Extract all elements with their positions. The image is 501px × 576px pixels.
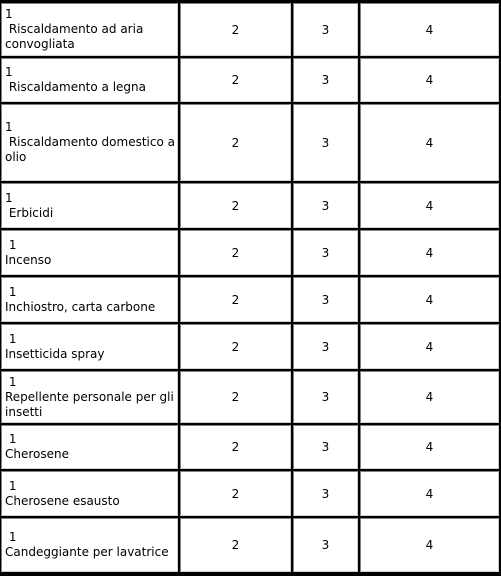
row-prefix: 1 xyxy=(5,190,13,205)
table-cell-col4: 4 xyxy=(360,277,499,322)
row-prefix: 1 xyxy=(5,237,17,252)
row-prefix: 1 xyxy=(5,432,17,446)
table-cell-col2: 2 xyxy=(180,425,291,469)
row-prefix: 1 xyxy=(5,7,13,21)
table-cell-col3: 3 xyxy=(293,3,358,56)
table-cell-col3: 3 xyxy=(293,104,358,181)
table-cell-col4: 4 xyxy=(360,104,499,181)
row-prefix: 1 xyxy=(5,374,17,389)
table-row-label-cell xyxy=(1,3,178,56)
row-name: Cherosene esausto xyxy=(5,493,120,508)
row-prefix: 1 xyxy=(5,284,17,299)
table-cell-col2: 2 xyxy=(180,371,291,423)
table-cell-col4: 4 xyxy=(360,324,499,369)
row-name: Repellente personale per gli insetti xyxy=(5,389,178,419)
table-cell-col4: 4 xyxy=(360,518,499,572)
table-cell-col3: 3 xyxy=(293,183,358,228)
table-cell-col2: 2 xyxy=(180,104,291,181)
row-name: Incenso xyxy=(5,252,52,267)
table-cell-col4: 4 xyxy=(360,371,499,423)
table-row-label-cell xyxy=(1,183,178,228)
row-name: Inchiostro, carta carbone xyxy=(5,299,156,314)
table-row-label-cell xyxy=(1,104,178,181)
table-row-label-cell xyxy=(1,230,178,275)
row-prefix: 1 xyxy=(5,120,13,134)
table-cell-col2: 2 xyxy=(180,324,291,369)
table-cell-col4: 4 xyxy=(360,183,499,228)
row-name: Riscaldamento a legna xyxy=(5,80,147,94)
table-cell-col4: 4 xyxy=(360,3,499,56)
row-prefix: 1 xyxy=(5,65,13,79)
row-prefix: 1 xyxy=(5,530,17,544)
table-cell-col3: 3 xyxy=(293,518,358,572)
table-cell-col3: 3 xyxy=(293,230,358,275)
table-cell-col4: 4 xyxy=(360,425,499,469)
row-name: Insetticida spray xyxy=(5,346,105,361)
table-cell-col3: 3 xyxy=(293,277,358,322)
table-cell-col2: 2 xyxy=(180,518,291,572)
row-prefix: 1 xyxy=(5,478,17,493)
table-cell-col3: 3 xyxy=(293,58,358,102)
row-name: Riscaldamento domestico a olio xyxy=(5,135,179,164)
table-row-label-cell xyxy=(1,371,178,423)
table-cell-col3: 3 xyxy=(293,425,358,469)
table-row-label-cell xyxy=(1,277,178,322)
table-cell-col3: 3 xyxy=(293,324,358,369)
row-name: Riscaldamento ad aria convogliata xyxy=(5,22,148,51)
table-cell-col2: 2 xyxy=(180,58,291,102)
row-name: Erbicidi xyxy=(5,205,54,220)
table-cell-col2: 2 xyxy=(180,471,291,516)
table-cell-col2: 2 xyxy=(180,3,291,56)
table-row-label-cell xyxy=(1,58,178,102)
row-prefix: 1 xyxy=(5,331,17,346)
row-name: Cherosene xyxy=(5,447,70,461)
table-cell-col2: 2 xyxy=(180,230,291,275)
table-cell-col2: 2 xyxy=(180,277,291,322)
table-row-label-cell xyxy=(1,324,178,369)
table-cell-col2: 2 xyxy=(180,183,291,228)
table-cell-col4: 4 xyxy=(360,471,499,516)
table-row-label-cell xyxy=(1,471,178,516)
table-row-label-cell xyxy=(1,518,178,572)
table-cell-col4: 4 xyxy=(360,230,499,275)
row-name: Candeggiante per lavatrice xyxy=(5,545,169,559)
table-cell-col4: 4 xyxy=(360,58,499,102)
table-cell-col3: 3 xyxy=(293,371,358,423)
table-row-label-cell xyxy=(1,425,178,469)
table-cell-col3: 3 xyxy=(293,471,358,516)
